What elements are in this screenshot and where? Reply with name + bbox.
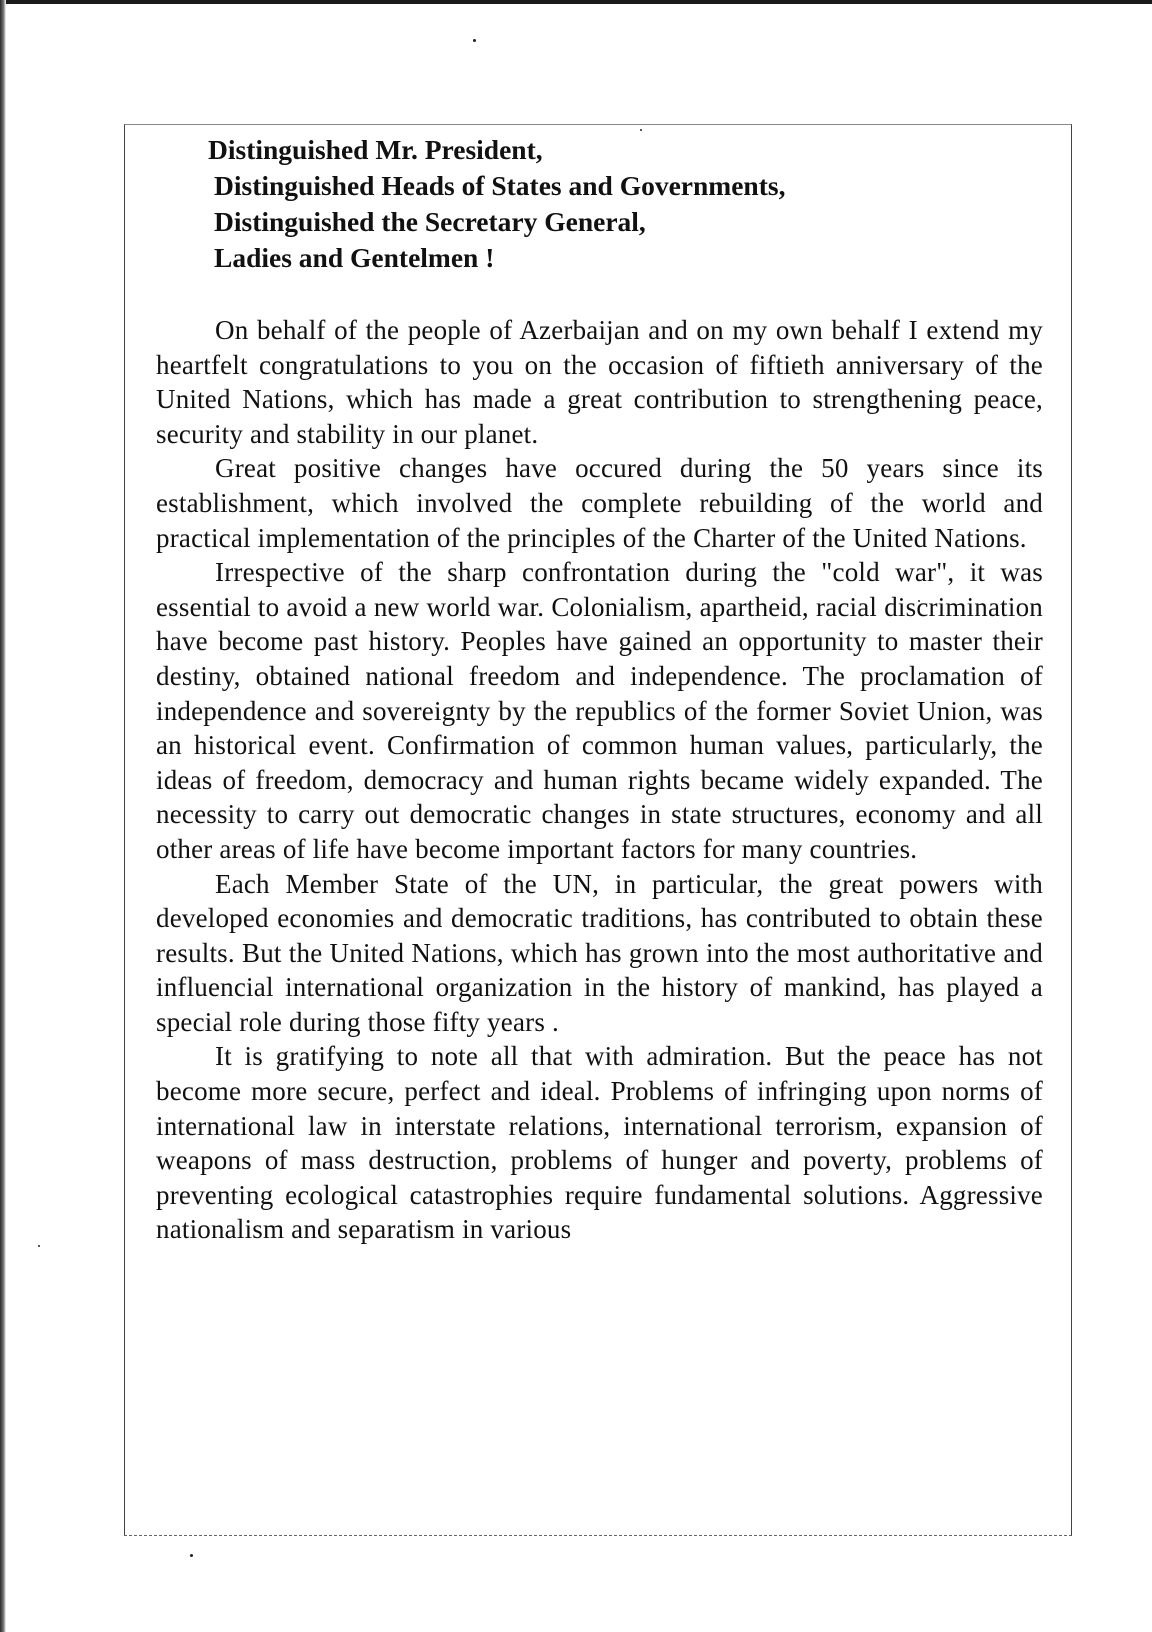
scan-edge-left (0, 0, 6, 1632)
scan-edge-top (0, 0, 1152, 4)
salutation-line: Distinguished Heads of States and Governments, (214, 170, 786, 201)
speech-body (156, 313, 1043, 1247)
salutation-line: Distinguished the Secretary General, (214, 206, 646, 237)
paragraph: It is gratifying to note all that with admiration. But the peace has not become more secure, perfect and ideal. Problems of infringing upon norms of international law in interstate relations, international terrorism, expansion of weapons of mass destruction, problems of hunger and poverty, problems of preventing ecological catastrophies require fundamental solutions. Aggressive nationalism and separatism in various (156, 1041, 1043, 1245)
scan-speck (190, 1554, 193, 1557)
paragraph: Great positive changes have occured during the 50 years since its establishment, which involved the complete rebuilding of the world and practical implementation of the principles of the Charter of the United Nations. (156, 453, 1043, 553)
paragraph: On behalf of the people of Azerbaijan and on my own behalf I extend my heartfelt congratulations to you on the occasion of fiftieth anniversary of the United Nations, which has made a great contribution to strengthening peace, security and stability in our planet. (156, 315, 1043, 449)
scan-speck (38, 1245, 40, 1247)
scan-speck (473, 39, 476, 42)
paragraph: Irrespective of the sharp confrontation during the "cold war", it was essential to avoid a new world war. Colonialism, apartheid, racial discrimination have become past history. Peoples have gained an opportunity to master their destiny, obtained national freedom and independence. The proclamation of independence and sovereignty by the republics of the former Soviet Union, was an historical event. Confirmation of common human values, particularly, the ideas of freedom, democracy and human rights became widely expanded. The necessity to carry out democratic changes in state structures, economy and all other areas of life have become important factors for many countries. (156, 557, 1043, 864)
paragraph: Each Member State of the UN, in particular, the great powers with developed economies and democratic traditions, has contributed to obtain these results. But the United Nations, which has grown into the most authoritative and influencial international organization in the history of mankind, has played a special role during those fifty years . (156, 868, 1043, 1037)
salutation-line: Distinguished Mr. President, (208, 134, 543, 165)
salutation-line: Ladies and Gentelmen ! (214, 242, 495, 273)
salutation-block (208, 132, 785, 276)
